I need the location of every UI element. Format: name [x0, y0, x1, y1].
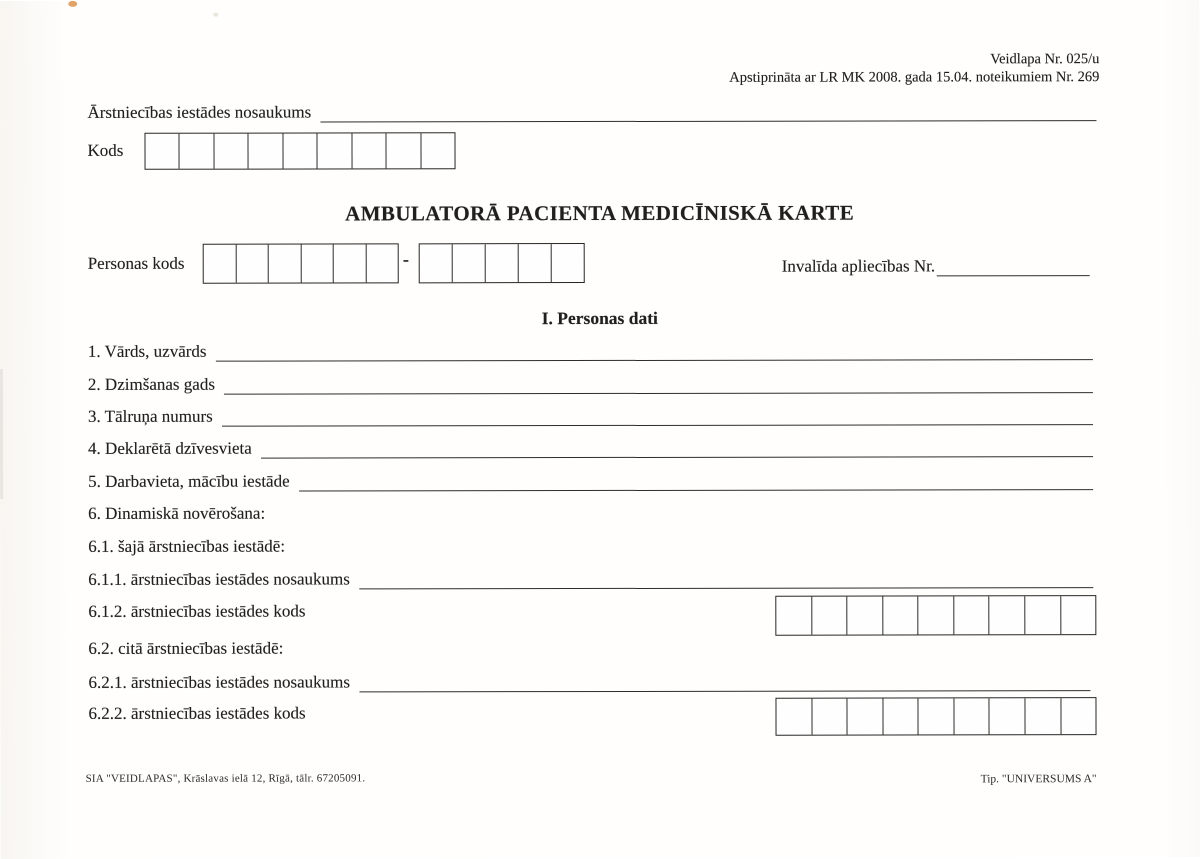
code-box-cell[interactable] — [301, 244, 334, 282]
code-box-cell[interactable] — [519, 244, 552, 282]
invalid-certificate-input-line[interactable] — [937, 255, 1090, 276]
field-row-612-kods — [88, 602, 305, 622]
field-row-dinamiska-noverosana — [88, 502, 1093, 524]
code-box-cell[interactable] — [269, 245, 302, 283]
institution-name-row — [87, 100, 1096, 123]
institution-code-612-boxes — [775, 595, 1096, 636]
code-box-cell[interactable] — [214, 134, 248, 169]
code-box-cell[interactable] — [366, 244, 398, 282]
invalid-certificate-label: Invalīda apliecības Nr. — [781, 256, 936, 276]
code-box-cell[interactable] — [919, 596, 955, 634]
form-title: AMBULATORĀ PACIENTA MEDICĪNISKĀ KARTE — [345, 200, 855, 226]
personas-kods-label: Personas kods — [87, 253, 185, 273]
institution-code-boxes — [144, 132, 455, 170]
field-row-talruna-numurs — [88, 404, 1093, 427]
field-row-611-nosaukums — [88, 567, 1093, 590]
code-box-cell[interactable] — [990, 596, 1026, 634]
input-line[interactable] — [224, 372, 1093, 395]
form-approval-block — [729, 50, 1099, 87]
code-box-cell[interactable] — [954, 698, 990, 734]
code-box-cell[interactable] — [1061, 596, 1096, 634]
scan-artifact-dot — [68, 1, 77, 7]
code-box-cell[interactable] — [420, 244, 453, 282]
input-line[interactable] — [299, 469, 1093, 491]
input-line[interactable] — [359, 670, 1090, 692]
field-row-dzimsanas-gads — [88, 372, 1093, 395]
code-box-cell[interactable] — [919, 698, 955, 734]
kods-label: Kods — [87, 140, 124, 160]
code-box-cell[interactable] — [283, 133, 317, 168]
field-row-saja-iestade — [88, 535, 1093, 557]
scan-artifact-dot — [213, 13, 218, 17]
code-box-cell[interactable] — [453, 244, 486, 282]
input-line[interactable] — [222, 404, 1093, 427]
field-label: 6.2. citā ārstniecības iestādē: — [88, 638, 284, 658]
field-label: 3. Tālruņa numurs — [87, 406, 213, 426]
invalid-certificate-row — [782, 255, 1090, 277]
section-1-title: I. Personas dati — [541, 307, 658, 329]
code-box-cell[interactable] — [486, 244, 519, 282]
code-box-cell[interactable] — [204, 245, 237, 283]
personas-kods-separator: - — [402, 249, 410, 271]
code-box-cell[interactable] — [812, 597, 848, 635]
field-row-darbavieta — [88, 469, 1093, 492]
field-label: 6.1.2. ārstniecības iestādes kods — [88, 601, 306, 621]
code-box-cell[interactable] — [145, 134, 179, 169]
field-label: 6. Dinamiskā novērošana: — [88, 503, 266, 523]
field-label: 6.2.1. ārstniecības iestādes nosaukums — [88, 672, 351, 692]
code-box-cell[interactable] — [776, 699, 812, 735]
field-label: 6.1.1. ārstniecības iestādes nosaukums — [88, 569, 350, 589]
field-label: 6.2.2. ārstniecības iestādes kods — [88, 703, 306, 723]
scan-edge-smudge — [0, 369, 3, 499]
institution-name-label: Ārstniecības iestādes nosaukums — [87, 102, 312, 122]
code-box-cell[interactable] — [249, 134, 283, 169]
field-label: 5. Darbavieta, mācību iestāde — [88, 471, 290, 491]
code-box-cell[interactable] — [812, 699, 848, 735]
code-box-cell[interactable] — [334, 244, 367, 282]
code-box-cell[interactable] — [180, 134, 214, 169]
code-box-cell[interactable] — [352, 133, 386, 168]
code-box-cell[interactable] — [236, 245, 269, 283]
personas-kods-boxes-group2 — [419, 243, 585, 283]
code-box-cell[interactable] — [776, 597, 812, 635]
code-box-cell[interactable] — [1061, 698, 1096, 734]
code-box-cell[interactable] — [848, 699, 884, 735]
field-row-deklareta-dzivesvieta — [88, 436, 1093, 459]
printer-info: SIA "VEIDLAPAS", Krāslavas ielā 12, Rīgā, tālr. 67205091. — [85, 772, 366, 785]
field-row-vards-uzvards — [88, 339, 1093, 362]
field-label: 2. Dzimšanas gads — [87, 374, 215, 394]
field-row-622-kods — [88, 704, 305, 724]
field-row-cita-iestade — [88, 637, 1093, 659]
institution-name-input-line[interactable] — [320, 100, 1096, 122]
field-label: 1. Vārds, uzvārds — [87, 341, 207, 361]
code-box-cell[interactable] — [990, 698, 1026, 734]
input-line[interactable] — [216, 339, 1093, 362]
code-box-cell[interactable] — [883, 698, 919, 734]
field-label: 6.1. šajā ārstniecības iestādē: — [88, 536, 286, 556]
code-box-cell[interactable] — [883, 596, 919, 634]
code-box-cell[interactable] — [552, 244, 584, 282]
code-box-cell[interactable] — [387, 133, 421, 168]
personas-kods-boxes-group1 — [203, 243, 399, 283]
code-box-cell[interactable] — [421, 133, 454, 168]
field-label: 4. Deklarētā dzīvesvieta — [88, 438, 252, 458]
form-number: Veidlapa Nr. 025/u — [990, 51, 1100, 68]
form-approval-text: Apstiprināta ar LR MK 2008. gada 15.04. noteikumiem Nr. 269 — [729, 69, 1100, 86]
code-box-cell[interactable] — [1025, 596, 1061, 634]
code-box-cell[interactable] — [318, 133, 352, 168]
code-box-cell[interactable] — [847, 597, 883, 635]
field-row-621-nosaukums — [88, 670, 1090, 693]
code-box-cell[interactable] — [1025, 698, 1061, 734]
typography-info: Tip. "UNIVERSUMS A" — [980, 773, 1097, 786]
institution-code-622-boxes — [775, 697, 1096, 736]
input-line[interactable] — [359, 567, 1093, 589]
input-line[interactable] — [261, 436, 1093, 458]
code-box-cell[interactable] — [954, 596, 990, 634]
